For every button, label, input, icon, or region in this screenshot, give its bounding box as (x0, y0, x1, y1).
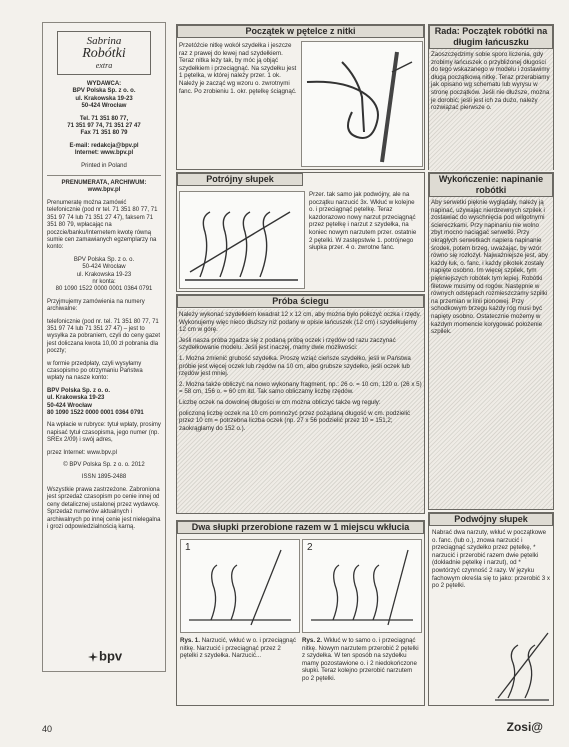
account-label: nr konta: (92, 278, 116, 285)
chain-tip-title: Rada: Początek robótki na długim łańcuszku (429, 25, 553, 49)
account-company: BPV Polska Sp. z o. o. (73, 256, 135, 263)
chain-tip-section (428, 24, 554, 170)
two-together-section (176, 520, 425, 706)
gauge-paragraph: 2. Można także obliczyć na nowo wykonany fragment, np.: 26 o. = 10 cm, 120 o. (26 x 5) = 58 cm, 156 o. = 60 cm itd. Tak samo obliczamy liczbę rzędów. (179, 380, 422, 396)
phone-line-2: 71 351 97 74, 71 351 27 47 (67, 123, 141, 130)
figure-1 (180, 539, 300, 633)
publisher-label: WYDAWCA: (86, 81, 122, 87)
online-block (47, 143, 161, 158)
phone-line-1: Tel. 71 351 80 77, (79, 115, 129, 122)
slip-ring-title: Początek w pętelce z nitki (177, 25, 424, 38)
account-number: 80 1090 1522 0000 0001 0364 0791 (55, 286, 153, 293)
logo-line-3: extra (95, 61, 113, 70)
figure-2-label: 2 (307, 542, 313, 553)
page-number: 40 (42, 724, 53, 734)
orders-phone: telefonicznie (pod nr. tel. 71 351 80 77, 71 351 97 74 lub 71 351 27 47) – jest to wysyłka za pobraniem, czyli do ceny gazet jest doliczana kwota 10,00 zł pobrania dla poczty; (47, 318, 161, 355)
legal-notice: Wszystkie prawa zastrzeżone. Zabroniona jest sprzedaż czasopism po cenie innej od ceny detalicznej ustalonej przez wydawcę. Sprzedaż numerów aktualnych i archiwalnych po innej cenie jest nielegalna i grozi odpowiedzialnością karną. (47, 486, 161, 530)
account-block (47, 257, 161, 294)
gauge-section (176, 294, 425, 514)
orders-text: Przyjmujemy zamówienia na numery archiwalne: (47, 298, 145, 313)
figure-1-caption-label: Rys. 1. (180, 637, 200, 644)
imprint-sidebar (42, 22, 166, 672)
magazine-logo (57, 31, 151, 75)
chain-tip-text: Zaoszczędzimy sobie sporo liczenia, gdy zrobimy łańcuszek o przybliżonej długości do tego wskazanego w modelu i zostawimy długą początkową nitkę. Teraz przerabiamy jak opisano wg schematu lub wyrysu w stronę początków. Jeśli nie dłuższe, można je dorobić; jeśli jest ich za dużo, należy rozwiązać pierwsze o. (429, 49, 553, 171)
triple-crochet-title: Potrójny słupek (177, 173, 303, 186)
figure-1-label: 1 (185, 542, 191, 553)
publisher-street: ul. Krakowska 19-23 (75, 95, 133, 102)
finishing-text: Aby serwetki pięknie wyglądały, należy ją napinać, używając nierdzewnych szpilek i zostawiać do wyschnięcia pod wilgotnymi ściereczkami. Przy napinaniu nie wolno zbyt mocno naciągać serwetki. Przy okrągłych serwetkach napiera napinanie środek, potem brzeg, uważając, by wzór równo się rozłożył. Najważniejsze jest, aby każdy łuk, o. fanc. i każdy pikotek zostały napięte osobno. Im więcej szpilek, tym piękniejszych robótek tym lepiej. Robótki filetowe musimy od rogów. Następnie w równych odstępach rozmieszczamy szpilki na przemian w linii pionowej. Przy schodkowym brzegu każdy róg musi być napięty osobno. Ostatecznie możemy w każdym momencie korygować położenie szpilek. (429, 197, 553, 509)
subscription-title: PRENUMERATA, ARCHIWUM: (61, 180, 147, 187)
gauge-body (177, 309, 424, 513)
issn: ISSN 1895-2488 (81, 474, 127, 481)
account-city: ul. Krakowska 19-23 (76, 271, 132, 278)
orders-account-block (47, 388, 161, 418)
slip-ring-section (176, 24, 425, 170)
orders-account: 80 1090 1522 0000 0001 0364 0791 (47, 410, 144, 417)
logo-line-2: Robótki (82, 46, 126, 61)
orders-internet: przez Internet: www.bpv.pl (47, 449, 117, 456)
double-crochet-illustration (493, 623, 551, 703)
account-street: 50-424 Wrocław (82, 264, 126, 271)
gauge-paragraph: Jeśli nasza próba zgadza się z podaną próbą oczek i rzędów od razu zaczynać szydełkowanie modelu. Jeśli jest inaczej, mamy dwie możliwości: (179, 336, 396, 352)
slip-ring-text: Przetóżcie nitkę wokół szydełka i jeszcze raz z prawej do lewej nad szydełkiem. Teraz nitka leży tak, by móc ją objąć szydełkiem i przeciągnąć. Na szydełku jest 1 pętelka, w której należy przer. 1 ok. Należy je zacząć wg wzoru o. zwrotnymi fanc. Po zrobieniu 1. okr. pętelkę ściągnąć. (179, 42, 297, 95)
triple-crochet-illustration (179, 191, 305, 289)
orders-transfer: w formie przedpłaty, czyli wysyłamy czasopismo po otrzymaniu Państwa wpłaty na nasze konto: (47, 360, 143, 382)
email-line: E-mail: redakcja@bpv.pl (69, 142, 139, 149)
subscription-block (47, 180, 161, 195)
subscription-text: Prenumeratę można zamówić telefonicznie (pod nr tel. 71 351 80 77, 71 351 97 74 lub 71 351 27 47), faksem 71 351 80 79, wpłacając na poczcie/banku/Internetem kwotę równą sumie cen zamawianych egzemplarzy na konto: (47, 199, 158, 251)
figure-2-caption-text: Wkłuć w to samo o. i przeciągnąć nitkę. Nowym narzutem przerobić 2 pętelki z szydełka. W ten sposób na szydełku mamy pozostawione o. i 2 niedokończone słupki. Teraz kolejno przerobić narzutem po 2 pętelki. (302, 637, 419, 682)
slip-ring-illustration (301, 41, 423, 167)
orders-street: ul. Krakowska 19-23 (47, 395, 105, 402)
scanner-brand: Zosi@ (506, 720, 543, 734)
triple-crochet-text: Przer. tak samo jak podwójny, ale na początku narzucić 3x. Wkłuć w kolejne o. i przeciągnąć pętelkę. Teraz kazdorazowo nowy narzut przeciągnąć przez pętelkę i narzut z szydełka, na koniec nowym narzutem przer. ostatnie 2 pętelki. W zastępstwie 1. potrójnego słupka przer. 4 o. zwrotne fanc. (309, 191, 417, 252)
bpv-logo (87, 648, 123, 664)
subscription-url: www.bpv.pl (87, 187, 121, 194)
fax-line: Fax 71 351 80 79 (80, 130, 128, 137)
orders-company: BPV Polska Sp. z o. o. (47, 387, 111, 394)
double-crochet-text: Nabrać dwa narzuty, wkłuć w początkowe o. fanc. (lub o.), znowa narzucić i przeciągnąć szydełko przez pętelkę, * narzucić i przerobić razem dwie pętelki (dokładnie pętelkę i narzut), od * powtórzyć czynność 2 razy. W języku fachowym określa się to jako: przerobić 3 x po 2 pętelki. (432, 529, 550, 590)
logo-line-1: Sabrina (86, 35, 122, 47)
double-crochet-title: Podwójny słupek (429, 513, 553, 526)
gauge-paragraph: 1. Można zmienić grubość szydełka. Proszę wziąć cieńsze szydełko, jeśli w Państwa próbie jest więcej oczek lub rzędów na 10 cm, albo grubsze szydełko, jeśli oczek lub rzędów jest mniej. (179, 354, 411, 378)
copyright: © BPV Polska Sp. z o. o. 2012 (63, 462, 145, 469)
bpv-mark-icon (87, 651, 99, 663)
figure-2-caption-label: Rys. 2. (302, 637, 322, 644)
figure-2-caption (302, 637, 420, 683)
publisher-city: 50-424 Wrocław (81, 103, 127, 110)
finishing-section (428, 172, 554, 510)
contact-block (47, 116, 161, 138)
figure-1-caption-text: Narzucić, wkłuć w o. i przeciągnąć nitkę. Narzucić i przeciągnąć przez 2 pętelki z szydełka. Narzucić... (180, 637, 296, 660)
figure-2 (302, 539, 422, 633)
orders-note: Na wpłacie w rubryce: tytuł wpłaty, prosimy napisać tytuł czasopisma, jego numer (np. SREx 2/09) i swój adres, (47, 422, 161, 444)
orders-city: 50-424 Wrocław (47, 402, 92, 409)
finishing-title: Wykończenie: napinanie robótki (429, 173, 553, 197)
printed-in: Printed in Poland (81, 162, 127, 169)
gauge-paragraph: Należy wykonać szydełkiem kwadrat 12 x 12 cm, aby można było policzyć oczka i rzędy. Wykonujemy więc nieco dłuższy niż podany w opisie łańcuszek (12 cm) i szydełkujemy 12 cm w górę. (179, 311, 421, 334)
internet-line: Internet: www.bpv.pl (74, 150, 134, 157)
gauge-paragraph: policzoną liczbę oczek na 10 cm pomnożyć przez pożądaną długość w cm. podzielić przez 10 cm = potrzebna liczba oczek (np. 27 x 56 podzielić przez 10 = 151,2; zaokrąglamy do 152 o.). (179, 409, 411, 432)
double-crochet-section (428, 512, 554, 706)
gauge-title: Próba ściegu (177, 295, 424, 308)
two-together-title: Dwa słupki przerobione razem w 1 miejscu wkłucia (177, 521, 424, 534)
publisher-block (47, 81, 161, 111)
figure-1-caption (180, 637, 298, 660)
divider (47, 175, 161, 176)
bpv-logo-text: bpv (99, 648, 123, 664)
publisher-name: BPV Polska Sp. z o. o. (72, 88, 136, 95)
triple-crochet-section (176, 172, 425, 292)
gauge-paragraph: Liczbę oczek na dowolnej długości w cm można obliczyć także wg reguły: (179, 398, 381, 406)
